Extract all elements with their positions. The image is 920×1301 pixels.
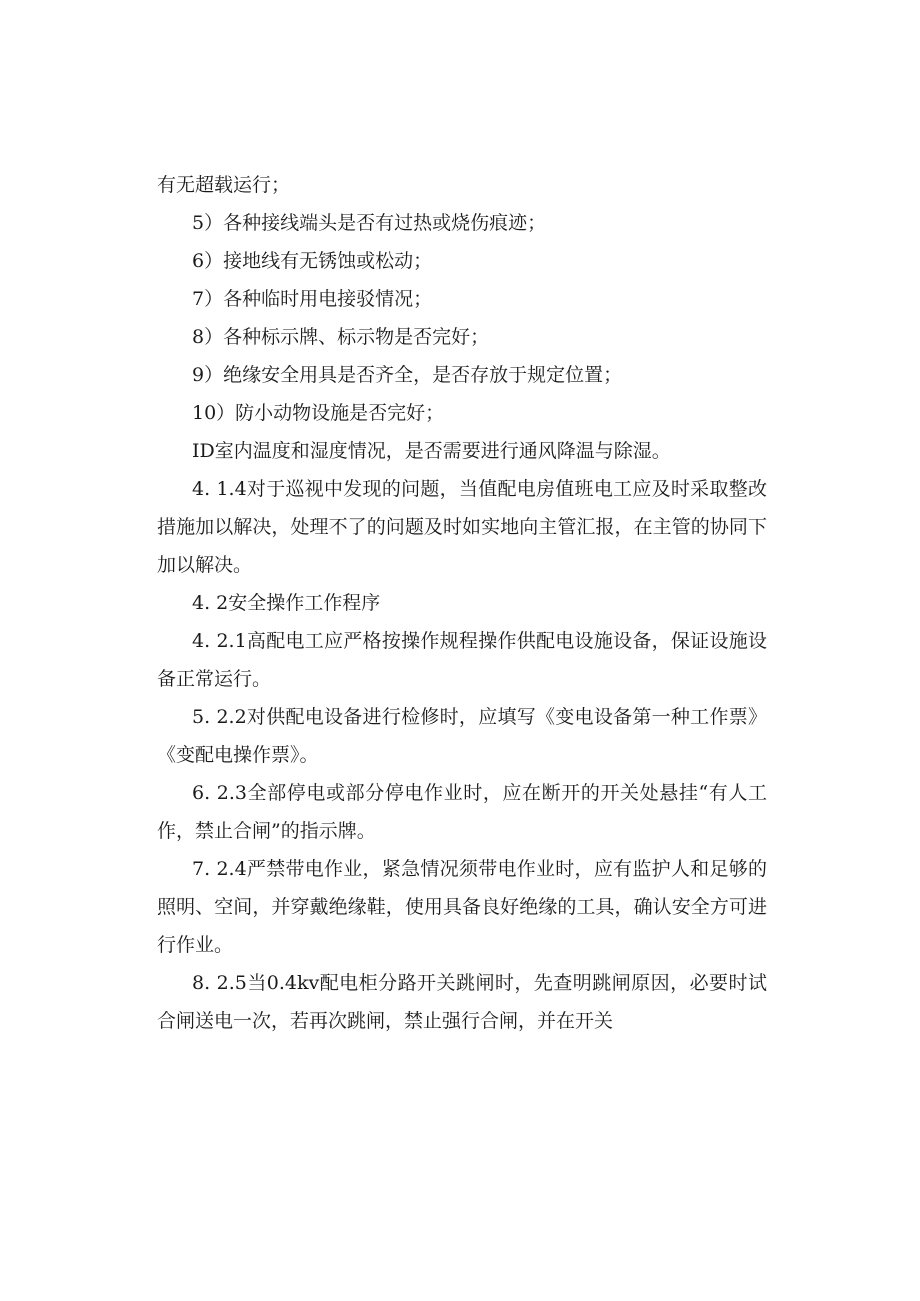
paragraph-5: 8）各种标示牌、标示物是否完好；: [192, 326, 490, 348]
section-heading: 4. 2安全操作工作程序: [192, 592, 381, 614]
document-body: [157, 166, 767, 1040]
paragraph-6: 9）绝缘安全用具是否齐全，是否存放于规定位置；: [192, 364, 623, 386]
paragraph-12: 5. 2.2对供配电设备进行检修时，应填写《变电设备第一种工作票》《变配电操作票》。: [157, 706, 767, 766]
paragraph-1: 有无超载运行；: [157, 174, 291, 196]
paragraph-2: 5）各种接线端头是否有过热或烧伤痕迹；: [192, 212, 547, 234]
paragraph-9: 4. 1.4对于巡视中发现的问题，当值配电房值班电工应及时采取整改措施加以解决，处理不了的问题及时如实地向主管汇报，在主管的协同下加以解决。: [157, 478, 767, 576]
paragraph-8: ID室内温度和湿度情况，是否需要进行通风降温与除湿。: [192, 440, 671, 462]
paragraph-3: 6）接地线有无锈蚀或松动；: [192, 250, 433, 272]
paragraph-4: 7）各种临时用电接驳情况；: [192, 288, 433, 310]
paragraph-11: 4. 2.1高配电工应严格按操作规程操作供配电设施设备，保证设施设备正常运行。: [157, 630, 767, 690]
paragraph-14: 7. 2.4严禁带电作业，紧急情况须带电作业时，应有监护人和足够的照明、空间，并穿戴绝缘鞋，使用具备良好绝缘的工具，确认安全方可进行作业。: [157, 858, 767, 956]
paragraph-13: 6. 2.3全部停电或部分停电作业时，应在断开的开关处悬挂“有人工作，禁止合闸”的指示牌。: [157, 782, 767, 842]
paragraph-7: 10）防小动物设施是否完好；: [192, 402, 445, 424]
paragraph-15: 8. 2.5当0.4kv配电柜分路开关跳闸时，先查明跳闸原因，必要时试合闸送电一次，若再次跳闸，禁止强行合闸，并在开关: [157, 972, 767, 1032]
